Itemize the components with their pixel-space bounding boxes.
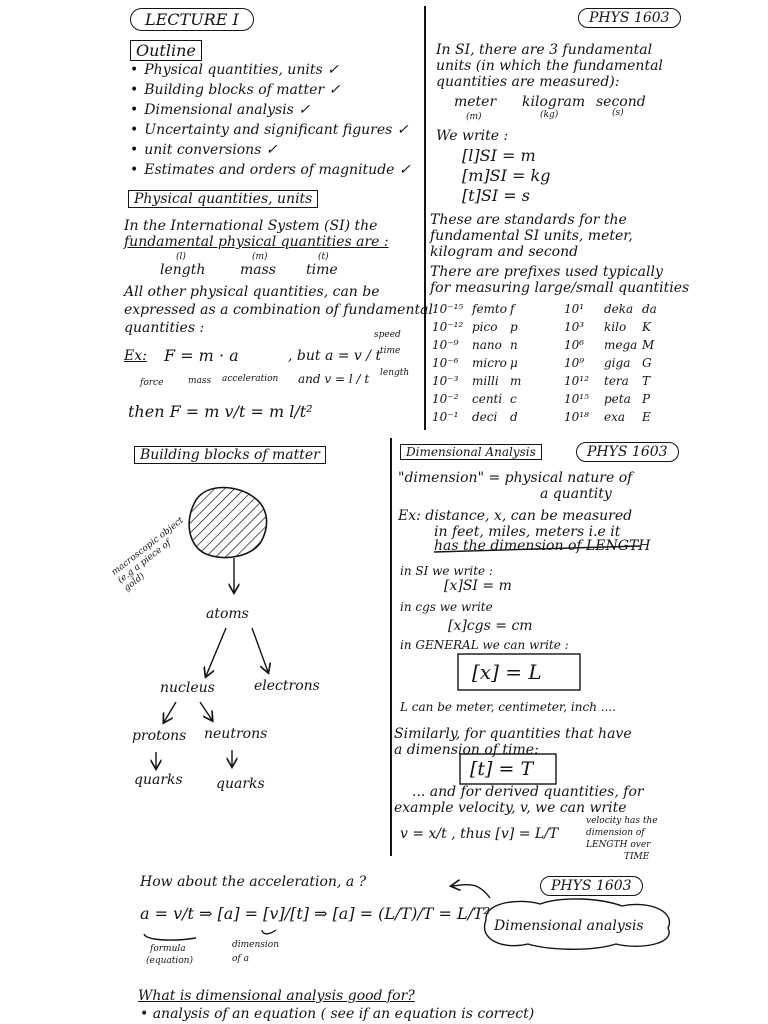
lecture-title: LECTURE I (130, 8, 254, 31)
outline-item: • Building blocks of matter ✓ (130, 82, 411, 102)
derived-line-1: ... and for derived quantities, for (412, 784, 644, 800)
prefix-row: 10⁹ giga G (564, 356, 652, 370)
node-electrons: electrons (254, 678, 320, 694)
analysis-bullet: • analysis of an equation ( see if an equation is correct) (140, 1006, 535, 1022)
outline-item: • Physical quantities, units ✓ (130, 62, 411, 82)
similarly-line-2: a dimension of time: (394, 742, 539, 758)
unit-meter-abbr: (m) (466, 112, 482, 122)
velocity-eq: v = x/t , thus [v] = L/T (400, 826, 559, 842)
unit-second: second (596, 94, 646, 110)
general-eq: [x] = L (472, 660, 542, 684)
si-intro-line-2: fundamental physical quantities are : (124, 234, 389, 250)
derived-line-2: example velocity, v, we can write (394, 800, 627, 816)
fundamental-abbr-mass: (m) (252, 252, 268, 262)
si-line-3: quantities are measured): (436, 74, 620, 90)
node-quarks-1: quarks (134, 772, 183, 788)
outline-item: • Estimates and orders of magnitude ✓ (130, 162, 411, 182)
outline-item: • Dimensional analysis ✓ (130, 102, 411, 122)
dimension-label-1: dimension (232, 940, 280, 950)
accel-equation: a = v/t ⇒ [a] = [v]/[t] ⇒ [a] = (L/T)/T = L/T² (140, 904, 491, 923)
node-protons: protons (132, 728, 187, 744)
unit-kilogram-abbr: (kg) (540, 110, 559, 120)
label-length: length (380, 368, 410, 378)
si-eq-mass: [m]SI = kg (462, 166, 551, 185)
course-tag-page2: PHYS 1603 (576, 442, 679, 462)
course-tag-page1: PHYS 1603 (578, 8, 681, 28)
outline-heading: Outline (130, 40, 202, 61)
label-mass: mass (188, 376, 212, 386)
outline-item: • unit conversions ✓ (130, 142, 411, 162)
and-text: and v = l / t (298, 372, 370, 386)
accel-question: How about the acceleration, a ? (140, 874, 367, 890)
label-time: time (380, 346, 401, 356)
standards-line-3: kilogram and second (430, 244, 579, 260)
dim-def-line-2: a quantity (540, 486, 612, 502)
label-speed: speed (374, 330, 401, 340)
but-text: , but a = v / t (288, 348, 382, 364)
prefix-row: 10⁻¹⁵ femto f (432, 302, 515, 316)
then-equation: then F = m v/t = m l/t² (128, 402, 313, 421)
unit-kilogram: kilogram (522, 94, 586, 110)
prefixes-line-2: for measuring large/small quantities (430, 280, 690, 296)
node-nucleus: nucleus (160, 680, 215, 696)
si-eq-length: [l]SI = m (462, 146, 536, 165)
section-heading-physical-quantities: Physical quantities, units (128, 190, 318, 208)
prefix-row: 10⁶ mega M (564, 338, 655, 352)
macro-object-label: macroscopic object (e.g a piece of gold) (110, 515, 186, 594)
similarly-line-1: Similarly, for quantities that have (394, 726, 632, 742)
in-general: in GENERAL we can write : (400, 638, 569, 652)
prefix-row: 10³ kilo K (564, 320, 651, 334)
prefix-row: 10⁻³ milli m (432, 374, 522, 388)
outline-item: • Uncertainty and significant figures ✓ (130, 122, 411, 142)
fundamental-name-length: length (160, 262, 206, 278)
label-force: force (140, 378, 164, 388)
all-other-line-1: All other physical quantities, can be (124, 284, 380, 300)
time-eq: [t] = T (470, 758, 534, 780)
si-eq: [x]SI = m (444, 578, 512, 594)
ex-line-1: Ex: distance, x, can be measured (398, 508, 633, 524)
in-si: in SI we write : (400, 564, 493, 578)
velocity-note-1: velocity has the (586, 816, 658, 826)
what-is-heading: What is dimensional analysis good for? (138, 988, 415, 1004)
prefix-row: 10¹ deka da (564, 302, 657, 316)
formula-label-2: (equation) (146, 956, 193, 966)
node-quarks-2: quarks (216, 776, 265, 792)
in-cgs: in cgs we write (400, 600, 493, 614)
gold-piece-icon (189, 488, 266, 558)
label-acceleration: acceleration (222, 374, 279, 384)
velocity-note-4: TIME (624, 852, 650, 862)
course-tag-page3: PHYS 1603 (540, 876, 643, 896)
standards-line-1: These are standards for the (430, 212, 627, 228)
all-other-line-3: quantities : (124, 320, 205, 336)
prefix-row: 10⁻⁶ micro μ (432, 356, 518, 370)
formula-label-1: formula (150, 944, 186, 954)
example-equation: F = m · a (164, 346, 239, 365)
prefix-row: 10⁻¹² pico p (432, 320, 518, 334)
dimensional-analysis-heading: Dimensional Analysis (400, 444, 542, 460)
cloud-label: Dimensional analysis (494, 918, 644, 934)
l-can-be: L can be meter, centimeter, inch .... (400, 700, 616, 714)
fundamental-abbr-length: (l) (176, 252, 186, 262)
building-blocks-heading: Building blocks of matter (134, 446, 326, 464)
unit-second-abbr: (s) (612, 108, 624, 118)
unit-meter: meter (454, 94, 497, 110)
velocity-note-2: dimension of (586, 828, 645, 838)
prefix-row: 10⁻⁹ nano n (432, 338, 518, 352)
si-line-2: units (in which the fundamental (436, 58, 663, 74)
standards-line-2: fundamental SI units, meter, (430, 228, 633, 244)
si-eq-time: [t]SI = s (462, 186, 530, 205)
node-atoms: atoms (206, 606, 249, 622)
ex-line-2: in feet, miles, meters i.e it (434, 524, 621, 540)
all-other-line-2: expressed as a combination of fundamental (124, 302, 433, 318)
prefix-row: 10¹⁸ exa E (564, 410, 651, 424)
si-line-1: In SI, there are 3 fundamental (436, 42, 653, 58)
fundamental-name-time: time (306, 262, 338, 278)
cgs-eq: [x]cgs = cm (448, 618, 533, 634)
prefix-row: 10¹⁵ peta P (564, 392, 651, 406)
prefix-row: 10⁻² centi c (432, 392, 517, 406)
fundamental-name-mass: mass (240, 262, 276, 278)
prefix-row: 10⁻¹ deci d (432, 410, 518, 424)
velocity-note-3: LENGTH over (586, 840, 651, 850)
dim-def-line-1: "dimension" = physical nature of (398, 470, 633, 486)
prefixes-line-1: There are prefixes used typically (430, 264, 663, 280)
ex-line-3: has the dimension of LENGTH (434, 538, 651, 554)
dimension-label-2: of a (232, 954, 249, 964)
si-intro-line-1: In the International System (SI) the (124, 218, 378, 234)
fundamental-abbr-time: (t) (318, 252, 329, 262)
example-label: Ex: (124, 348, 147, 364)
we-write: We write : (436, 128, 509, 144)
prefix-row: 10¹² tera T (564, 374, 651, 388)
node-neutrons: neutrons (204, 726, 268, 742)
